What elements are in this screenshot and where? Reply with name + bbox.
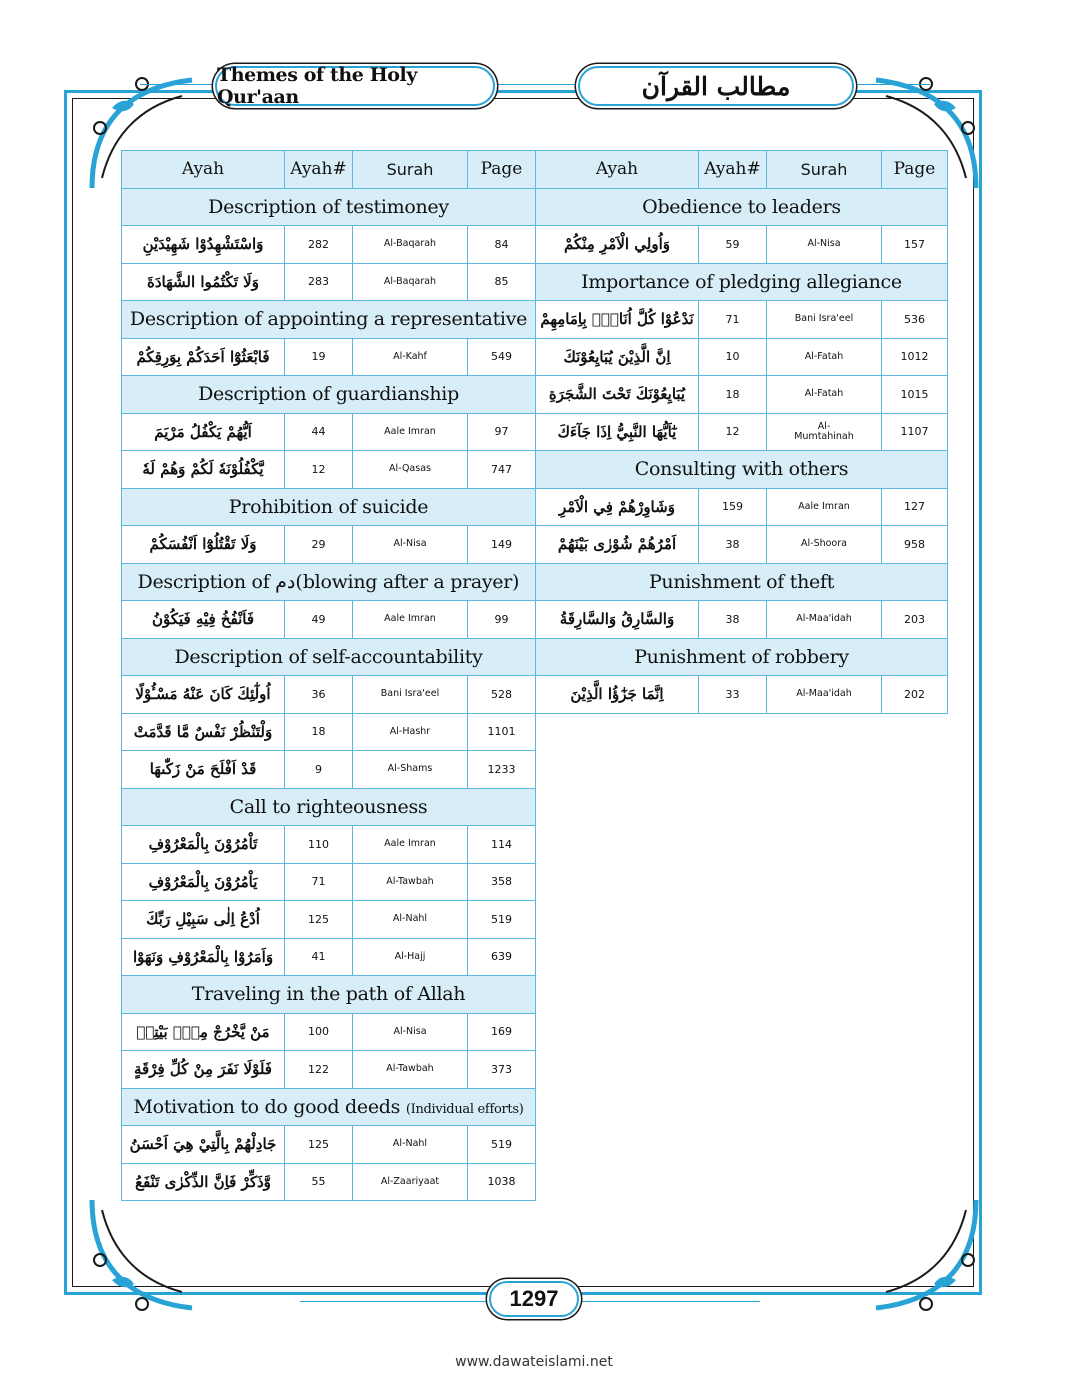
section-row xyxy=(536,451,948,489)
surah-cell: Al-Maa'idah xyxy=(767,676,882,714)
section-title xyxy=(122,563,536,601)
header-ayah: Ayah xyxy=(122,151,285,189)
page-cell: 519 xyxy=(468,901,536,939)
ayah-cell: يَّكْفُلُوْنَهٗ لَكُمْ وَهُمْ لَهٗ xyxy=(122,451,285,489)
ayah-cell: فَاَنْفُخُ فِيْهِ فَيَكُوْنُ xyxy=(122,601,285,639)
ayah-cell: اُولٰٓئِكَ كَانَ عَنْهُ مَسْـُٔوْلًا xyxy=(122,676,285,714)
ayah-cell: اَمْرُهُمْ شُوْرٰى بَيْنَهُمْ xyxy=(536,526,699,564)
section-title xyxy=(536,188,948,226)
page-cell: 84 xyxy=(468,226,536,264)
surah-cell: Al-Nisa xyxy=(767,226,882,264)
ayah-number-cell: 10 xyxy=(699,338,767,376)
table-row xyxy=(122,226,536,264)
section-title-text: Obedience to leaders xyxy=(642,195,841,218)
page-cell: 1012 xyxy=(882,338,948,376)
section-title-text: Description of self-accountability xyxy=(174,645,483,668)
section-title-urdu: دم xyxy=(275,570,296,593)
page-cell: 1038 xyxy=(468,1163,536,1201)
ayah-cell: وَلَا تَقْتُلُوْٓا اَنْفُسَكُمْ xyxy=(122,526,285,564)
section-title xyxy=(122,788,536,826)
surah-cell: Al-Nahl xyxy=(353,901,468,939)
ayah-cell: اِنَّ الَّذِيْنَ يُبَايِعُوْنَكَ xyxy=(536,338,699,376)
surah-cell: Al-Qasas xyxy=(353,451,468,489)
section-title-text: Importance of pledging allegiance xyxy=(581,270,902,293)
ayah-cell: وَلَا تَكْتُمُوا الشَّهَادَةَ xyxy=(122,263,285,301)
ayah-number-cell: 282 xyxy=(285,226,353,264)
table-row xyxy=(536,413,948,451)
table-row xyxy=(122,751,536,789)
section-title-text: Traveling in the path of Allah xyxy=(191,983,466,1006)
ayah-number-cell: 19 xyxy=(285,338,353,376)
section-title-text: Punishment of robbery xyxy=(634,645,849,668)
page-cell: 639 xyxy=(468,938,536,976)
surah-cell: Al-Fatah xyxy=(767,338,882,376)
surah-cell: Al-Baqarah xyxy=(353,226,468,264)
page-cell: 1101 xyxy=(468,713,536,751)
ayah-number-cell: 38 xyxy=(699,601,767,639)
table-row xyxy=(536,301,948,339)
section-title-text: Call to righteousness xyxy=(229,795,428,818)
ayah-number-cell: 125 xyxy=(285,1126,353,1164)
ayah-number-cell: 44 xyxy=(285,413,353,451)
page-number-pill xyxy=(489,1281,579,1317)
ayah-cell: وَالسَّارِقُ وَالسَّارِقَةُ xyxy=(536,601,699,639)
surah-cell: Al-Nahl xyxy=(353,1126,468,1164)
section-title-tail: (blowing after a prayer) xyxy=(295,570,520,593)
section-title xyxy=(122,376,536,414)
page-cell: 114 xyxy=(468,826,536,864)
ayah-cell: وَاُولِي الْاَمْرِ مِنْكُمْ xyxy=(536,226,699,264)
section-row xyxy=(536,263,948,301)
table-row xyxy=(122,1013,536,1051)
header-surah: Surah xyxy=(767,151,882,189)
table-row xyxy=(122,901,536,939)
table-row xyxy=(536,488,948,526)
header-ayah-number: Ayah# xyxy=(699,151,767,189)
section-title-text: Description of appointing a representative xyxy=(129,308,528,331)
ayah-number-cell: 283 xyxy=(285,263,353,301)
section-row xyxy=(536,563,948,601)
surah-cell: Al-Kahf xyxy=(353,338,468,376)
surah-cell: Al-Maa'idah xyxy=(767,601,882,639)
table-row xyxy=(536,601,948,639)
section-title xyxy=(122,188,536,226)
surah-cell: Al-Tawbah xyxy=(353,1051,468,1089)
surah-cell: Bani Isra'eel xyxy=(353,676,468,714)
ayah-cell: تَاْمُرُوْنَ بِالْمَعْرُوْفِ xyxy=(122,826,285,864)
page-cell: 157 xyxy=(882,226,948,264)
section-title-text: Motivation to do good deeds xyxy=(133,1095,401,1118)
surah-cell: Al-Zaariyaat xyxy=(353,1163,468,1201)
surah-cell: Aale Imran xyxy=(767,488,882,526)
ayah-number-cell: 38 xyxy=(699,526,767,564)
surah-cell: Aale Imran xyxy=(353,413,468,451)
ayah-cell: قَدْ اَفْلَحَ مَنْ زَكّٰىهَا xyxy=(122,751,285,789)
corner-ornament-bottom-left xyxy=(82,1190,212,1320)
section-title xyxy=(536,451,948,489)
header-page: Page xyxy=(468,151,536,189)
ayah-cell: وَلْتَنْظُرْ نَفْسٌ مَّا قَدَّمَتْ xyxy=(122,713,285,751)
table-row xyxy=(122,526,536,564)
section-row xyxy=(122,976,536,1014)
section-title xyxy=(122,301,536,339)
ayah-cell: وَّذَكِّرْ فَاِنَّ الذِّكْرٰى تَنْفَعُ xyxy=(122,1163,285,1201)
section-title xyxy=(122,1088,536,1126)
ayah-number-cell: 110 xyxy=(285,826,353,864)
section-title-text: Punishment of theft xyxy=(648,570,835,593)
section-title xyxy=(122,638,536,676)
ayah-cell: فَلَوْلَا نَفَرَ مِنْ كُلِّ فِرْقَةٍ xyxy=(122,1051,285,1089)
table-row xyxy=(536,526,948,564)
surah-cell: Aale Imran xyxy=(353,826,468,864)
title-english: Themes of the Holy Qur'aan xyxy=(217,64,417,108)
ayah-cell: يَاْمُرُوْنَ بِالْمَعْرُوْفِ xyxy=(122,863,285,901)
table-row xyxy=(122,713,536,751)
ayah-number-cell: 36 xyxy=(285,676,353,714)
ayah-cell: اَيُّهُمْ يَكْفُلُ مَرْيَمَ xyxy=(122,413,285,451)
section-title xyxy=(122,488,536,526)
table-row xyxy=(122,863,536,901)
ayah-number-cell: 41 xyxy=(285,938,353,976)
ayah-cell: مَنْ يَّخْرُجْ مِنْۢ بَيْتِهٖ xyxy=(122,1013,285,1051)
header-surah: Surah xyxy=(353,151,468,189)
ayah-number-cell: 18 xyxy=(699,376,767,414)
table-row xyxy=(122,1126,536,1164)
header-ayah-number: Ayah# xyxy=(285,151,353,189)
surah-cell: Al-Fatah xyxy=(767,376,882,414)
header-ayah: Ayah xyxy=(536,151,699,189)
page-cell: 99 xyxy=(468,601,536,639)
page-cell: 169 xyxy=(468,1013,536,1051)
section-row xyxy=(122,488,536,526)
section-row xyxy=(122,188,536,226)
page-cell: 528 xyxy=(468,676,536,714)
section-title-text: Description of testimoney xyxy=(208,195,449,218)
ayah-number-cell: 122 xyxy=(285,1051,353,1089)
ayah-number-cell: 12 xyxy=(699,413,767,451)
themes-table-right xyxy=(535,150,948,714)
surah-cell: Al-Nisa xyxy=(353,1013,468,1051)
page-number: 1297 xyxy=(509,1286,559,1311)
header-page: Page xyxy=(882,151,948,189)
section-title xyxy=(536,263,948,301)
themes-table-left xyxy=(121,150,536,1201)
section-title-text: Prohibition of suicide xyxy=(228,495,429,518)
table-row xyxy=(122,826,536,864)
ayah-cell: نَدْعُوْا كُلَّ اُنَاسٍۭ بِاِمَامِهِمْ xyxy=(536,301,699,339)
table-row xyxy=(536,226,948,264)
table-row xyxy=(122,338,536,376)
section-row xyxy=(122,301,536,339)
ayah-cell: اُدْعُ اِلٰى سَبِيْلِ رَبِّكَ xyxy=(122,901,285,939)
table-row xyxy=(122,263,536,301)
section-row xyxy=(122,376,536,414)
page-cell: 747 xyxy=(468,451,536,489)
section-title-text: Consulting with others xyxy=(634,458,849,481)
section-row xyxy=(536,638,948,676)
table-row xyxy=(122,1163,536,1201)
surah-cell: Al-Tawbah xyxy=(353,863,468,901)
title-urdu-pill xyxy=(578,66,854,106)
table-header-row xyxy=(122,151,536,189)
section-title xyxy=(536,563,948,601)
page-cell: 373 xyxy=(468,1051,536,1089)
section-row xyxy=(122,1088,536,1126)
table-row xyxy=(122,601,536,639)
surah-cell: Al-Shoora xyxy=(767,526,882,564)
ayah-number-cell: 71 xyxy=(699,301,767,339)
footer-url: www.dawateislami.net xyxy=(455,1354,613,1370)
ayah-cell: فَابْعَثُوْٓا اَحَدَكُمْ بِوَرِقِكُمْ xyxy=(122,338,285,376)
section-title-text: Description of xyxy=(137,570,270,593)
page-cell: 149 xyxy=(468,526,536,564)
ayah-number-cell: 100 xyxy=(285,1013,353,1051)
table-row xyxy=(536,376,948,414)
section-title-note: (Individual efforts) xyxy=(405,1101,524,1117)
ayah-number-cell: 125 xyxy=(285,901,353,939)
ayah-number-cell: 12 xyxy=(285,451,353,489)
ayah-cell: وَاَمَرُوْا بِالْمَعْرُوْفِ وَنَهَوْا xyxy=(122,938,285,976)
surah-cell: Al-Shams xyxy=(353,751,468,789)
ayah-cell: اِنَّمَا جَزٰٓؤُا الَّذِيْنَ xyxy=(536,676,699,714)
section-row xyxy=(122,788,536,826)
page-cell: 519 xyxy=(468,1126,536,1164)
table-header-row xyxy=(536,151,948,189)
page-cell: 1233 xyxy=(468,751,536,789)
ayah-cell: وَشَاوِرْهُمْ فِي الْاَمْرِ xyxy=(536,488,699,526)
page-cell: 536 xyxy=(882,301,948,339)
page-cell: 85 xyxy=(468,263,536,301)
page-cell: 958 xyxy=(882,526,948,564)
page-cell: 127 xyxy=(882,488,948,526)
title-urdu: مطالب القرآن xyxy=(641,71,791,101)
ayah-cell: وَاسْتَشْهِدُوْا شَهِيْدَيْنِ xyxy=(122,226,285,264)
ayah-number-cell: 49 xyxy=(285,601,353,639)
page-cell: 1015 xyxy=(882,376,948,414)
ayah-cell: جَادِلْهُمْ بِالَّتِيْ هِيَ اَحْسَنُ xyxy=(122,1126,285,1164)
page-cell: 202 xyxy=(882,676,948,714)
ayah-number-cell: 9 xyxy=(285,751,353,789)
section-title xyxy=(536,638,948,676)
ayah-number-cell: 55 xyxy=(285,1163,353,1201)
corner-ornament-bottom-right xyxy=(856,1190,986,1320)
page-cell: 203 xyxy=(882,601,948,639)
ayah-number-cell: 33 xyxy=(699,676,767,714)
ayah-number-cell: 159 xyxy=(699,488,767,526)
section-title xyxy=(122,976,536,1014)
page-cell: 358 xyxy=(468,863,536,901)
section-row xyxy=(122,563,536,601)
ayah-number-cell: 59 xyxy=(699,226,767,264)
surah-cell: Al-Baqarah xyxy=(353,263,468,301)
table-row xyxy=(122,1051,536,1089)
page-cell: 549 xyxy=(468,338,536,376)
ayah-cell: يُبَايِعُوْنَكَ تَحْتَ الشَّجَرَةِ xyxy=(536,376,699,414)
ayah-number-cell: 29 xyxy=(285,526,353,564)
surah-cell: Aale Imran xyxy=(353,601,468,639)
surah-cell: Al- Mumtahinah xyxy=(767,413,882,451)
title-english-pill xyxy=(215,66,495,106)
table-row xyxy=(122,451,536,489)
table-row xyxy=(122,413,536,451)
surah-cell: Al-Nisa xyxy=(353,526,468,564)
surah-cell: Bani Isra'eel xyxy=(767,301,882,339)
ayah-cell: يٰٓاَيُّهَا النَّبِيُّ اِذَا جَآءَكَ xyxy=(536,413,699,451)
surah-cell: Al-Hajj xyxy=(353,938,468,976)
section-title-text: Description of guardianship xyxy=(198,383,459,406)
page-cell: 97 xyxy=(468,413,536,451)
ayah-number-cell: 18 xyxy=(285,713,353,751)
table-row xyxy=(122,676,536,714)
section-row xyxy=(536,188,948,226)
surah-cell: Al-Hashr xyxy=(353,713,468,751)
table-row xyxy=(536,676,948,714)
ayah-number-cell: 71 xyxy=(285,863,353,901)
page-cell: 1107 xyxy=(882,413,948,451)
table-row xyxy=(122,938,536,976)
table-row xyxy=(536,338,948,376)
section-row xyxy=(122,638,536,676)
